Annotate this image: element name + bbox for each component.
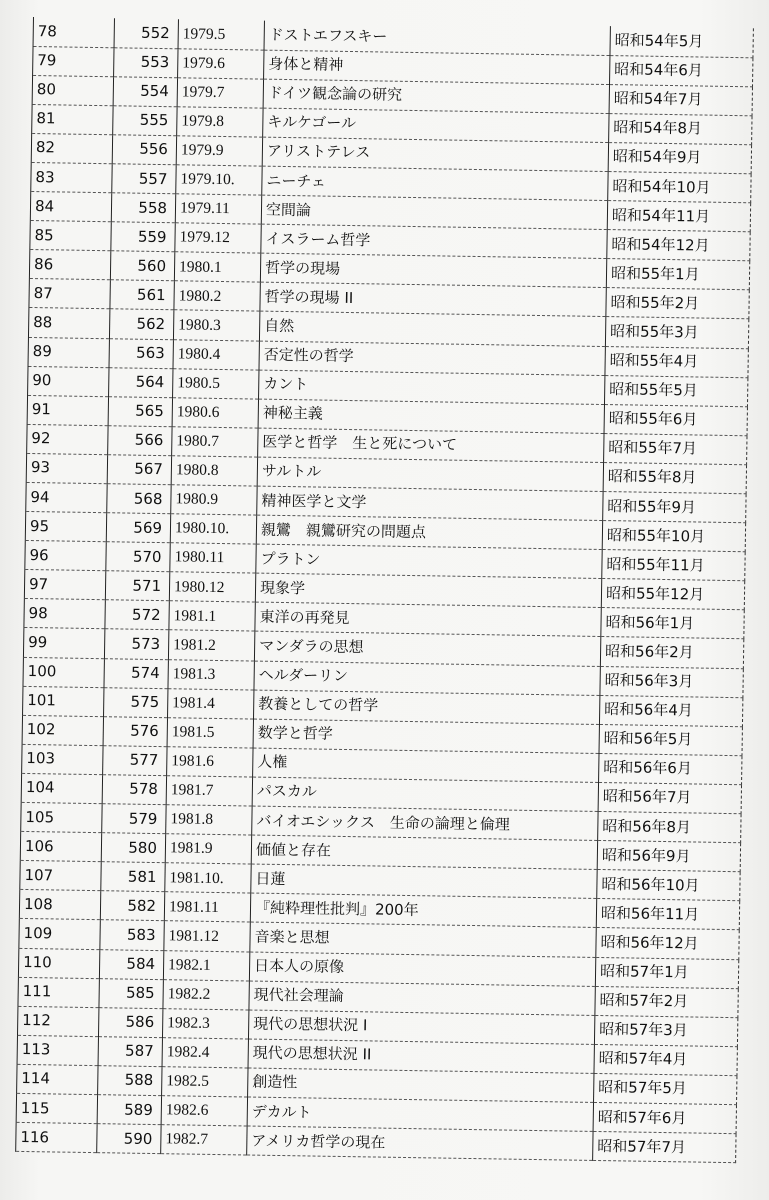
volume-number-cell: 586 [98,1007,162,1037]
serial-number-cell: 103 [22,744,103,774]
issue-date-cell: 1980.4 [173,339,259,369]
serial-number-cell: 110 [18,948,99,978]
serial-number-cell: 90 [28,366,109,396]
serial-number-cell: 78 [33,17,114,47]
serial-number-cell: 82 [31,133,112,163]
serial-number-cell: 81 [32,104,113,134]
japanese-era-date-cell: 昭和56年4月 [599,695,742,726]
issue-date-cell: 1981.10. [165,863,251,893]
serial-number-cell: 104 [21,773,102,803]
japanese-era-date-cell: 昭和57年4月 [594,1044,737,1075]
japanese-era-date-cell: 昭和55年5月 [604,375,747,406]
issue-title-cell: 親鸞 親鸞研究の問題点 [256,515,602,550]
volume-number-cell: 564 [109,367,173,397]
japanese-era-date-cell: 昭和55年6月 [604,404,747,435]
issue-date-cell: 1979.7 [177,77,263,107]
volume-number-cell: 555 [113,106,177,136]
issue-date-cell: 1980.10. [170,514,256,544]
japanese-era-date-cell: 昭和56年7月 [598,782,741,813]
serial-number-cell: 114 [17,1064,98,1094]
serial-number-cell: 107 [20,861,101,891]
issue-title-cell: 哲学の現場 [260,253,606,288]
japanese-era-date-cell: 昭和56年10月 [597,870,740,901]
japanese-era-date-cell: 昭和57年3月 [594,1015,737,1046]
issue-date-cell: 1979.10. [176,165,262,195]
japanese-era-date-cell: 昭和55年2月 [606,288,749,319]
volume-number-cell: 568 [107,484,171,514]
issue-date-cell: 1979.12 [175,223,261,253]
volume-number-cell: 580 [101,833,165,863]
issue-date-cell: 1981.6 [167,747,253,777]
serial-number-cell: 91 [27,395,108,425]
japanese-era-date-cell: 昭和55年11月 [602,550,745,581]
japanese-era-date-cell: 昭和57年7月 [593,1131,736,1162]
volume-number-cell: 560 [110,251,174,281]
japanese-era-date-cell: 昭和56年8月 [598,812,741,843]
volume-number-cell: 572 [105,600,169,630]
volume-number-cell: 571 [105,571,169,601]
volume-number-cell: 587 [98,1036,162,1066]
volume-number-cell: 588 [98,1066,162,1096]
issue-title-cell: アメリカ哲学の現在 [247,1126,593,1161]
issue-title-cell: 自然 [259,312,605,347]
issue-date-cell: 1980.9 [171,485,257,515]
issue-title-cell: 現代の思想状況 I [248,1010,594,1045]
issue-title-cell: ニーチェ [262,166,608,201]
serial-number-cell: 96 [25,541,106,571]
issue-date-cell: 1979.6 [178,48,264,78]
volume-number-cell: 589 [97,1095,161,1125]
volume-number-cell: 563 [109,338,173,368]
volume-number-cell: 577 [103,746,167,776]
japanese-era-date-cell: 昭和56年6月 [599,753,742,784]
japanese-era-date-cell: 昭和56年5月 [599,724,742,755]
serial-number-cell: 109 [19,919,100,949]
issue-title-cell: プラトン [256,544,602,579]
volume-number-cell: 585 [99,978,163,1008]
issue-title-cell: 現代の思想状況 II [248,1039,594,1074]
issue-date-cell: 1980.2 [174,281,260,311]
volume-number-cell: 590 [97,1124,161,1154]
volume-number-cell: 567 [107,455,171,485]
volume-number-cell: 565 [108,396,172,426]
issue-date-cell: 1980.8 [171,456,257,486]
issue-title-cell: 数学と哲学 [253,719,599,754]
issue-date-cell: 1979.11 [175,194,261,224]
issue-title-cell: ドイツ観念論の研究 [263,79,609,114]
serial-number-cell: 98 [24,599,105,629]
serial-number-cell: 105 [21,802,102,832]
volume-number-cell: 578 [102,775,166,805]
volume-number-cell: 557 [112,164,176,194]
serial-number-cell: 115 [16,1093,97,1123]
serial-number-cell: 92 [27,424,108,454]
volume-number-cell: 582 [100,891,164,921]
issue-title-cell: バイオエシックス 生命の論理と倫理 [252,806,598,841]
issue-date-cell: 1981.1 [169,601,255,631]
serial-number-cell: 111 [18,977,99,1007]
issue-date-cell: 1982.2 [163,979,249,1009]
issue-title-cell: イスラーム哲学 [261,224,607,259]
volume-number-cell: 553 [114,47,178,77]
volume-number-cell: 558 [111,193,175,223]
issue-date-cell: 1980.5 [173,368,259,398]
issue-table-body [16,17,754,1163]
issue-title-cell: マンダラの思想 [254,632,600,667]
volume-number-cell: 575 [104,687,168,717]
issue-title-cell: 創造性 [248,1068,594,1103]
serial-number-cell: 87 [29,279,110,309]
issue-date-cell: 1981.7 [166,776,252,806]
volume-number-cell: 559 [111,222,175,252]
issue-title-cell: キルケゴール [263,108,609,143]
volume-number-cell: 570 [106,542,170,572]
volume-number-cell: 566 [108,426,172,456]
japanese-era-date-cell: 昭和54年8月 [609,113,752,144]
issue-table [15,17,754,1163]
volume-number-cell: 556 [112,135,176,165]
issue-title-cell: 空間論 [261,195,607,230]
issue-title-cell: サルトル [257,457,603,492]
japanese-era-date-cell: 昭和56年11月 [596,899,739,930]
issue-date-cell: 1980.12 [169,572,255,602]
issue-title-cell: デカルト [247,1097,593,1132]
japanese-era-date-cell: 昭和55年3月 [605,317,748,348]
issue-title-cell: 医学と哲学 生と死について [258,428,604,463]
issue-date-cell: 1981.3 [168,659,254,689]
japanese-era-date-cell: 昭和55年9月 [603,492,746,523]
serial-number-cell: 85 [30,221,111,251]
issue-date-cell: 1980.6 [172,397,258,427]
japanese-era-date-cell: 昭和55年1月 [606,259,749,290]
japanese-era-date-cell: 昭和56年2月 [600,637,743,668]
serial-number-cell: 83 [31,162,112,192]
volume-number-cell: 573 [104,629,168,659]
japanese-era-date-cell: 昭和56年12月 [596,928,739,959]
volume-number-cell: 554 [113,76,177,106]
japanese-era-date-cell: 昭和55年4月 [605,346,748,377]
issue-date-cell: 1981.12 [164,921,250,951]
japanese-era-date-cell: 昭和55年8月 [603,462,746,493]
japanese-era-date-cell: 昭和56年3月 [600,666,743,697]
issue-date-cell: 1980.11 [170,543,256,573]
volume-number-cell: 581 [101,862,165,892]
issue-date-cell: 1982.1 [163,950,249,980]
japanese-era-date-cell: 昭和54年6月 [610,55,753,86]
issue-date-cell: 1981.9 [165,834,251,864]
volume-number-cell: 574 [104,658,168,688]
issue-title-cell: アリストテレス [262,137,608,172]
japanese-era-date-cell: 昭和54年5月 [610,26,753,57]
serial-number-cell: 101 [23,686,104,716]
issue-date-cell: 1981.8 [166,805,252,835]
issue-date-cell: 1982.3 [162,1008,248,1038]
japanese-era-date-cell: 昭和57年1月 [595,957,738,988]
serial-number-cell: 100 [23,657,104,687]
issue-title-cell: 価値と存在 [251,835,597,870]
issue-title-cell: 哲学の現場 II [260,282,606,317]
serial-number-cell: 102 [22,715,103,745]
issue-date-cell: 1982.5 [162,1067,248,1097]
serial-number-cell: 79 [33,46,114,76]
issue-title-cell: カント [259,370,605,405]
japanese-era-date-cell: 昭和56年9月 [597,841,740,872]
issue-date-cell: 1981.11 [164,892,250,922]
volume-number-cell: 579 [102,804,166,834]
japanese-era-date-cell: 昭和57年2月 [595,986,738,1017]
japanese-era-date-cell: 昭和54年10月 [608,172,751,203]
serial-number-cell: 99 [23,628,104,658]
issue-title-cell: 日蓮 [251,864,597,899]
serial-number-cell: 108 [19,890,100,920]
issue-title-cell: 教養としての哲学 [254,690,600,725]
japanese-era-date-cell: 昭和56年1月 [601,608,744,639]
issue-date-cell: 1982.4 [162,1037,248,1067]
serial-number-cell: 88 [28,308,109,338]
issue-date-cell: 1981.2 [168,630,254,660]
issue-title-cell: ドストエフスキー [264,21,610,56]
issue-date-cell: 1979.5 [178,19,264,49]
serial-number-cell: 94 [26,482,107,512]
serial-number-cell: 116 [16,1122,97,1152]
volume-number-cell: 561 [110,280,174,310]
volume-number-cell: 576 [103,716,167,746]
volume-number-cell: 552 [114,18,178,48]
japanese-era-date-cell: 昭和55年10月 [602,521,745,552]
volume-number-cell: 584 [99,949,163,979]
issue-date-cell: 1979.9 [176,136,262,166]
serial-number-cell: 89 [28,337,109,367]
issue-date-cell: 1980.3 [173,310,259,340]
issue-title-cell: 日本人の原像 [249,952,595,987]
issue-date-cell: 1980.1 [174,252,260,282]
serial-number-cell: 80 [32,75,113,105]
issue-title-cell: 東洋の再発見 [255,602,601,637]
issue-date-cell: 1982.7 [161,1125,247,1155]
serial-number-cell: 106 [20,832,101,862]
serial-number-cell: 112 [18,1006,99,1036]
issue-title-cell: 身体と精神 [264,50,610,85]
issue-title-cell: 神秘主義 [258,399,604,434]
serial-number-cell: 97 [24,570,105,600]
issue-title-cell: 精神医学と文学 [257,486,603,521]
japanese-era-date-cell: 昭和54年7月 [609,84,752,115]
issue-title-cell: 現代社会理論 [249,981,595,1016]
japanese-era-date-cell: 昭和54年12月 [607,230,750,261]
japanese-era-date-cell: 昭和55年7月 [604,433,747,464]
japanese-era-date-cell: 昭和57年6月 [593,1102,736,1133]
issue-title-cell: 現象学 [255,573,601,608]
serial-number-cell: 93 [26,453,107,483]
issue-date-cell: 1979.8 [177,107,263,137]
volume-number-cell: 562 [109,309,173,339]
serial-number-cell: 86 [29,250,110,280]
volume-number-cell: 583 [100,920,164,950]
issue-title-cell: ヘルダーリン [254,661,600,696]
issue-date-cell: 1980.7 [172,427,258,457]
serial-number-cell: 84 [30,192,111,222]
issue-title-cell: 『純粋理性批判』200年 [250,893,596,928]
japanese-era-date-cell: 昭和55年12月 [601,579,744,610]
japanese-era-date-cell: 昭和57年5月 [594,1073,737,1104]
issue-date-cell: 1981.4 [168,688,254,718]
issue-title-cell: 否定性の哲学 [259,341,605,376]
serial-number-cell: 95 [25,512,106,542]
issue-title-cell: 音楽と思想 [250,922,596,957]
issue-date-cell: 1981.5 [167,717,253,747]
issue-title-cell: 人権 [253,748,599,783]
issue-date-cell: 1982.6 [161,1096,247,1126]
japanese-era-date-cell: 昭和54年9月 [608,142,751,173]
volume-number-cell: 569 [106,513,170,543]
serial-number-cell: 113 [17,1035,98,1065]
japanese-era-date-cell: 昭和54年11月 [607,201,750,232]
issue-title-cell: パスカル [252,777,598,812]
